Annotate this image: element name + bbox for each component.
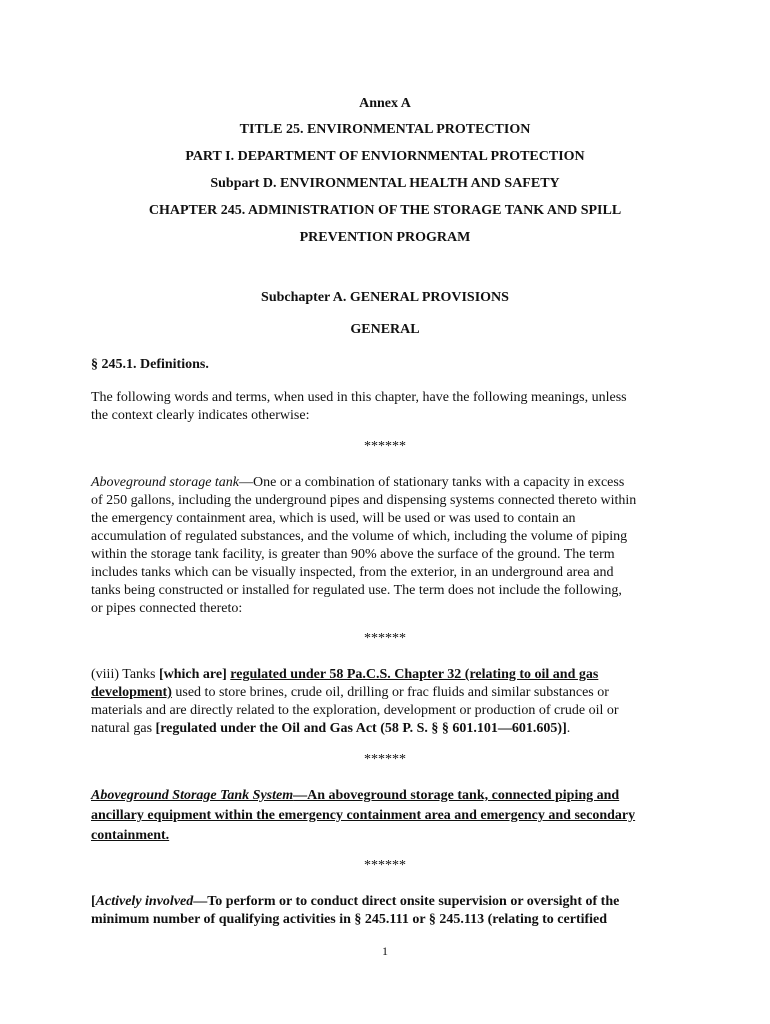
definition-term: Actively involved [95,894,194,909]
definition-line: of 250 gallons, including the underground pipes and dispensing systems connected thereto within [91,493,637,508]
deleted-text: [which are] [158,667,227,682]
definition-aboveground-storage-tank-system [91,786,691,846]
definition-actively-involved [91,893,691,929]
paragraph-line: materials and are directly related to the exploration, development or production of crude oil or [91,703,619,718]
subchapter-heading: Subchapter A. GENERAL PROVISIONS [261,290,509,305]
inserted-text: regulated under 58 Pa.C.S. Chapter 32 (relating to oil and gas [230,667,599,682]
annex-heading: Annex A [359,96,411,111]
definition-line: accumulation of regulated substances, and the volume of which, including the volume of piping [91,529,628,544]
definition-term: Aboveground storage tank [91,475,240,490]
chapter-heading-line1: CHAPTER 245. ADMINISTRATION OF THE STORAGE TANK AND SPILL [148,203,622,218]
definition-line: the emergency containment area, which is used, will be used or was used to contain an [91,511,576,526]
subpart-heading: Subpart D. ENVIRONMENTAL HEALTH AND SAFETY [210,176,560,191]
separator: ****** [364,439,406,454]
definition-line: or pipes connected thereto: [91,601,243,616]
definition-line: ancillary equipment within the emergency containment area and emergency and secondary [91,808,636,823]
chapter-heading-line2: PREVENTION PROGRAM [299,230,471,245]
definition-line: [Actively involved—To perform or to conduct direct onsite supervision or oversight of the [91,894,620,909]
paragraph-line: development) used to store brines, crude oil, drilling or frac fluids and similar substances or [91,685,609,700]
paragraph-line: natural gas [regulated under the Oil and Gas Act (58 P. S. § § 601.101—601.605)]. [91,721,571,736]
definition-line: containment. [91,828,170,843]
intro-line: the context clearly indicates otherwise: [91,408,310,423]
definition-line: within the storage tank facility, is greater than 90% above the surface of the ground. The term [91,547,615,562]
page-number: 1 [382,944,388,958]
separator: ****** [364,752,406,767]
part-heading: PART I. DEPARTMENT OF ENVIORNMENTAL PROTECTION [185,149,585,164]
definition-line: includes tanks which can be visually inspected, from the exterior, in an underground area and [91,565,614,580]
definition-line: tanks being constructed or installed for regulated use. The term does not include the following, [91,583,622,598]
definition-term: Aboveground Storage Tank System [91,788,294,803]
definition-aboveground-storage-tank [91,474,691,618]
general-heading: GENERAL [350,322,420,337]
intro-line: The following words and terms, when used in this chapter, have the following meanings, unless [91,390,627,405]
title-heading: TITLE 25. ENVIRONMENTAL PROTECTION [239,122,531,137]
deleted-text: [regulated under the Oil and Gas Act (58 P. S. § § 601.101—601.605)] [155,721,567,736]
definition-line: Aboveground Storage Tank System—An aboveground storage tank, connected piping and [91,788,620,803]
inserted-text: development) [91,685,172,700]
definition-line: minimum number of qualifying activities in § 245.111 or § 245.113 (relating to certified [91,912,608,927]
section-heading: § 245.1. Definitions. [91,357,209,372]
separator: ****** [364,631,406,646]
section-intro [91,389,691,425]
definition-line: Aboveground storage tank—One or a combination of stationary tanks with a capacity in excess [91,475,625,490]
separator: ****** [364,858,406,873]
paragraph-line: (viii) Tanks [which are] regulated under 58 Pa.C.S. Chapter 32 (relating to oil and gas [91,667,599,682]
paragraph-viii [91,666,691,738]
